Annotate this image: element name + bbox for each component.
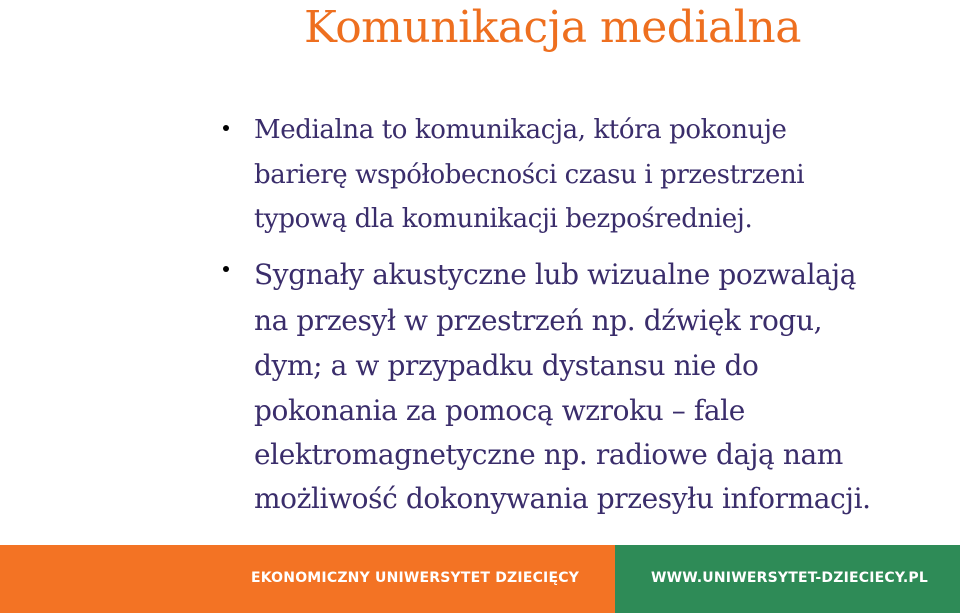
footer-bar xyxy=(0,545,960,613)
bullet-1-line-1: Medialna to komunikacja, która pokonuje xyxy=(254,115,787,145)
slide-title: Komunikacja medialna xyxy=(304,2,801,53)
footer-organization-name: EKONOMICZNY UNIWERSYTET DZIECIĘCY xyxy=(251,570,580,586)
bullet-2-line-3: dym; a w przypadku dystansu nie do xyxy=(254,349,759,382)
bullet-1-line-3: typową dla komunikacji bezpośredniej. xyxy=(254,204,753,234)
footer-website-url: WWW.UNIWERSYTET-DZIECIECY.PL xyxy=(651,570,929,586)
bullet-2-line-6: możliwość dokonywania przesyłu informacji. xyxy=(254,482,871,515)
bullet-2-line-2: na przesył w przestrzeń np. dźwięk rogu, xyxy=(254,304,823,337)
bullet-dot-icon xyxy=(223,125,229,131)
bullet-2-line-4: pokonania za pomocą wzroku – fale xyxy=(254,394,745,427)
bullet-dot-icon xyxy=(223,266,229,272)
bullet-2-line-1: Sygnały akustyczne lub wizualne pozwalają xyxy=(254,258,857,291)
bullet-2-line-5: elektromagnetyczne np. radiowe dają nam xyxy=(254,438,843,471)
bullet-1-line-2: barierę współobecności czasu i przestrzeni xyxy=(254,160,805,190)
